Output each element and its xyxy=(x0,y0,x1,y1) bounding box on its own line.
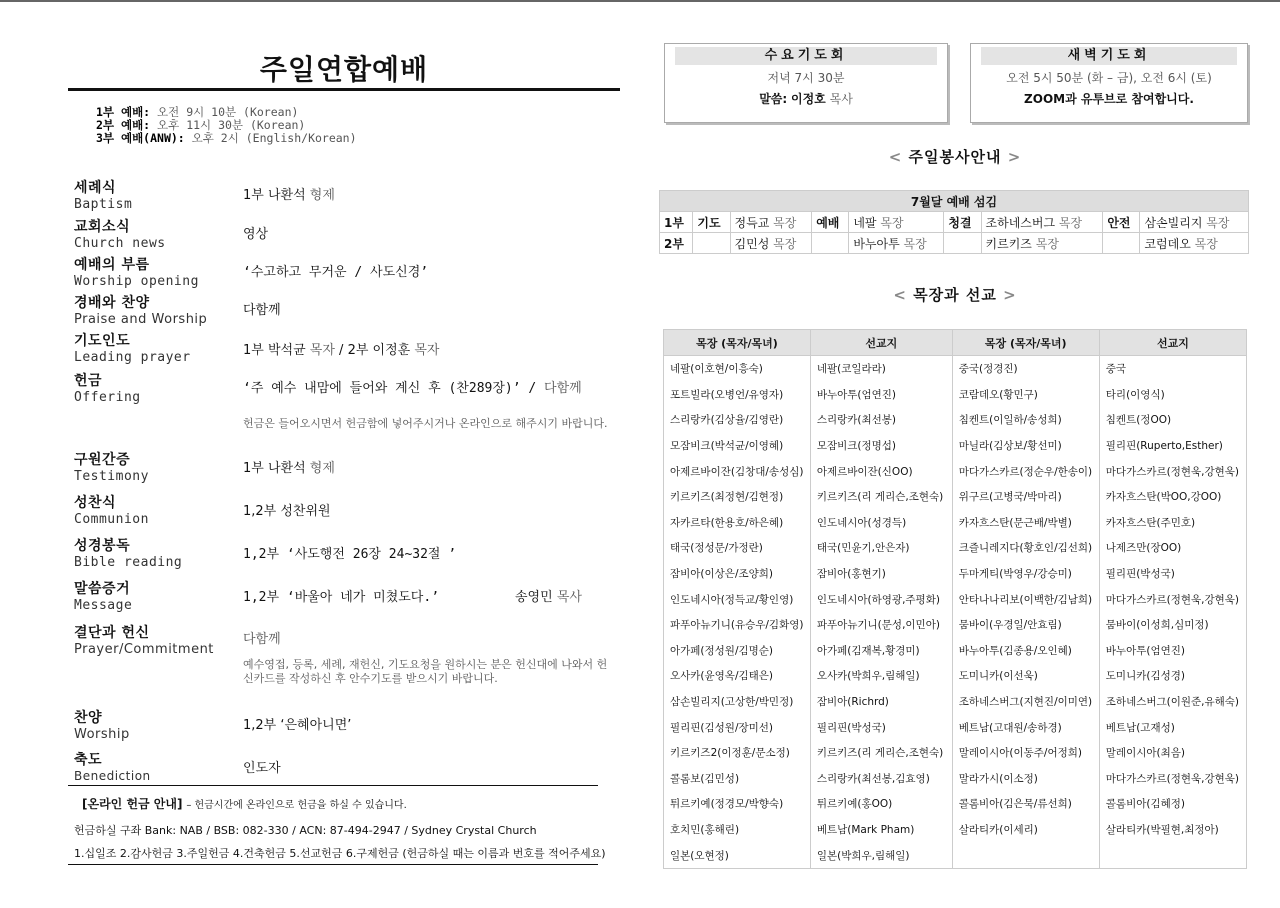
service-row-2: 2부 김민성 목장 바누아투 목장 키르키즈 목장 코럼데오 목장 xyxy=(660,233,1249,254)
order-praise-label: 경배와 찬양 Praise and Worship xyxy=(74,295,208,327)
mission-row xyxy=(664,407,1247,433)
mission-row xyxy=(664,433,1247,459)
mission-cell: 오사카(윤영옥/김태은) xyxy=(664,663,811,689)
dawn-time: 오전 5시 50분 (화 – 금), 오전 6시 (토) xyxy=(1006,71,1212,85)
order-offering-label: 헌금 Offering xyxy=(74,373,141,405)
mission-cell: 스리랑카(최선봉) xyxy=(810,407,952,433)
mission-header-cell: 선교지 xyxy=(1099,330,1246,356)
wednesday-title: 수요기도회 xyxy=(675,47,937,65)
mission-cell: 도미니카(이선욱) xyxy=(952,663,1099,689)
mission-cell: 바누아투(엄연진) xyxy=(1099,638,1246,664)
online-offering-title: [온라인 헌금 안내] – 헌금시간에 온라인으로 헌금을 하실 수 있습니다. xyxy=(82,797,407,811)
offering-types: 1.십일조 2.감사헌금 3.주일헌금 4.건축헌금 5.선교헌금 6.구제헌금 (헌금하실 때는 이름과 번호를 적어주세요) xyxy=(74,847,606,860)
mission-cell: 태국(정성문/가정란) xyxy=(664,535,811,561)
bottom-divider-bottom xyxy=(68,864,598,865)
mission-row xyxy=(664,458,1247,484)
mission-cell: 조하네스버그(지현진/이미연) xyxy=(952,689,1099,715)
order-message-value: 1,2부 ‘바울아 네가 미쳤도다.’ xyxy=(243,590,440,605)
mission-title: < 목장과 선교 > xyxy=(893,286,1017,304)
mission-cell: 포트빌라(오병언/유영자) xyxy=(664,382,811,408)
mission-cell: 네팔(코일라라) xyxy=(810,356,952,382)
mission-cell: 모잠비크(박석균/이영혜) xyxy=(664,433,811,459)
mission-header-cell: 목장 (목자/목녀) xyxy=(664,330,811,356)
page-title: 주일연합예배 xyxy=(259,53,429,86)
mission-cell: 카자흐스탄(박OO,강OO) xyxy=(1099,484,1246,510)
dawn-note: ZOOM과 유투브로 참여합니다. xyxy=(1024,92,1194,106)
mission-cell: 두마게티(박영우/강승미) xyxy=(952,561,1099,587)
order-worship-opening-label: 예배의 부름 Worship opening xyxy=(74,257,199,289)
mission-cell: 마닐라(김상보/황선미) xyxy=(952,433,1099,459)
mission-cell: 스리랑카(김상율/김영란) xyxy=(664,407,811,433)
mission-cell: 일본(박희우,림해일) xyxy=(810,842,952,868)
mission-cell: 카자흐스탄(주민호) xyxy=(1099,510,1246,536)
title-divider xyxy=(68,88,620,91)
mission-cell: 살라티카(이세리) xyxy=(952,817,1099,843)
mission-cell: 파푸아뉴기니(문성,이민아) xyxy=(810,612,952,638)
mission-cell: 말레이시아(최음) xyxy=(1099,740,1246,766)
order-communion-value: 1,2부 성찬위원 xyxy=(243,504,331,519)
mission-cell: 튀르키예(홍OO) xyxy=(810,791,952,817)
mission-cell: 마다가스카르(정현욱,강현욱) xyxy=(1099,586,1246,612)
order-bible-label: 성경봉독 Bible reading xyxy=(74,538,183,570)
mission-cell: 키르키즈(최정현/김현정) xyxy=(664,484,811,510)
mission-cell: 마다가스카르(정현욱,강현욱) xyxy=(1099,766,1246,792)
bank-info: 헌금하실 구좌 Bank: NAB / BSB: 082-330 / ACN: 87-494-2947 / Sydney Crystal Church xyxy=(74,824,537,837)
mission-row xyxy=(664,638,1247,664)
order-church-news-value: 영상 xyxy=(243,227,269,242)
mission-cell: 코람데오(황민구) xyxy=(952,382,1099,408)
top-border xyxy=(0,0,1280,2)
mission-cell: 삼손빌리지(고상한/박민정) xyxy=(664,689,811,715)
order-benediction-label: 축도 Benediction xyxy=(74,752,151,783)
service-row-1: 1부 기도 정득교 목장 예배 네팔 목장 청결 조하네스버그 목장 안전 삼손빌리지 목장 xyxy=(660,212,1249,233)
mission-cell: 살라티카(박필현,최정아) xyxy=(1099,817,1246,843)
dawn-prayer-box xyxy=(970,43,1248,123)
mission-row xyxy=(664,842,1247,868)
service-guide-table xyxy=(659,190,1249,254)
mission-cell: 필리핀(박성국) xyxy=(1099,561,1246,587)
mission-cell: 베트남(고재성) xyxy=(1099,714,1246,740)
commitment-note: 예수영접, 등록, 세례, 재헌신, 기도요청을 원하시는 분은 헌신대에 나와서 헌신카드를 작성하신 후 안수기도를 받으시기 바랍니다. xyxy=(243,658,608,685)
order-prayer-value: 1부 박석균 목자 / 2부 이정훈 목자 xyxy=(243,343,440,358)
mission-cell: 타리(이영식) xyxy=(1099,382,1246,408)
mission-cell: 바누아투(김종용/오인혜) xyxy=(952,638,1099,664)
order-worship-value: 1,2부 ‘은혜아니면’ xyxy=(243,718,352,733)
dawn-title: 새벽기도회 xyxy=(981,47,1237,65)
service-table-title: 7월달 예배 섬김 xyxy=(660,191,1249,212)
mission-cell: 인도네시아(정득교/황인영) xyxy=(664,586,811,612)
mission-cell: 말레이시아(이동주/어정희) xyxy=(952,740,1099,766)
offering-note: 헌금은 들어오시면서 헌금함에 넣어주시거나 온라인으로 해주시기 바랍니다. xyxy=(243,417,608,430)
mission-header-cell: 목장 (목자/목녀) xyxy=(952,330,1099,356)
mission-cell: 키르키즈(리 게리슨,조현숙) xyxy=(810,740,952,766)
mission-cell: 튀르키예(정경모/박향숙) xyxy=(664,791,811,817)
mission-cell: 호치민(홍해린) xyxy=(664,817,811,843)
mission-cell: 인도네시아(성경득) xyxy=(810,510,952,536)
mission-cell: 베트남(Mark Pham) xyxy=(810,817,952,843)
mission-row xyxy=(664,740,1247,766)
service-time-3: 3부 예배(ANW): 오후 2시 (English/Korean) xyxy=(96,131,357,145)
mission-cell xyxy=(952,842,1099,868)
bottom-divider-top xyxy=(68,785,598,786)
order-prayer-label: 기도인도 Leading prayer xyxy=(74,333,191,365)
mission-cell: 필리핀(박성국) xyxy=(810,714,952,740)
mission-cell: 잠비아(이상은/조양희) xyxy=(664,561,811,587)
mission-row xyxy=(664,791,1247,817)
mission-cell: 위구르(고병국/박마리) xyxy=(952,484,1099,510)
mission-cell: 태국(민윤기,안은자) xyxy=(810,535,952,561)
service-time-2: 2부 예배: 오후 11시 30분 (Korean) xyxy=(96,118,306,132)
mission-cell: 뭄바이(우경일/안효림) xyxy=(952,612,1099,638)
order-bible-value: 1,2부 ‘사도행전 26장 24~32절 ’ xyxy=(243,547,457,562)
mission-cell: 아제르바이잔(김창대/송성심) xyxy=(664,458,811,484)
mission-cell: 콜롬보(김민성) xyxy=(664,766,811,792)
mission-cell: 중국 xyxy=(1099,356,1246,382)
mission-cell: 침켄트(정OO) xyxy=(1099,407,1246,433)
order-testimony-label: 구원간증 Testimony xyxy=(74,452,149,484)
service-time-1: 1부 예배: 오전 9시 10분 (Korean) xyxy=(96,105,299,119)
mission-row xyxy=(664,382,1247,408)
order-testimony-value: 1부 나환석 형제 xyxy=(243,461,335,476)
mission-row xyxy=(664,714,1247,740)
mission-cell: 뭄바이(이성희,심미정) xyxy=(1099,612,1246,638)
order-commitment-value: 다함께 xyxy=(243,632,281,647)
service-times xyxy=(96,106,357,145)
mission-cell: 스리랑카(최선봉,김효영) xyxy=(810,766,952,792)
mission-cell: 마다가스카르(정현욱,강현욱) xyxy=(1099,458,1246,484)
service-guide-title: < 주일봉사안내 > xyxy=(888,148,1022,166)
mission-row xyxy=(664,356,1247,382)
mission-cell: 도미니카(김성경) xyxy=(1099,663,1246,689)
mission-table xyxy=(663,329,1247,869)
order-message-label: 말씀증거 Message xyxy=(74,581,133,613)
mission-row xyxy=(664,663,1247,689)
mission-cell: 파푸아뉴기니(유승우/김화영) xyxy=(664,612,811,638)
mission-cell: 키르키즈(리 게리슨,조현숙) xyxy=(810,484,952,510)
mission-row xyxy=(664,561,1247,587)
wednesday-speaker: 말씀: 이정호 목사 xyxy=(759,92,853,106)
order-worship-label: 찬양 Worship xyxy=(74,710,130,742)
mission-cell: 아가페(정성원/김명순) xyxy=(664,638,811,664)
mission-cell: 필리핀(김성원/장미선) xyxy=(664,714,811,740)
mission-cell: 모잠비크(정명섭) xyxy=(810,433,952,459)
mission-cell: 오사카(박희우,림해일) xyxy=(810,663,952,689)
order-baptism-value: 1부 나환석 형제 xyxy=(243,188,335,203)
order-benediction-value: 인도자 xyxy=(243,761,281,776)
mission-row xyxy=(664,510,1247,536)
mission-row xyxy=(664,612,1247,638)
mission-row xyxy=(664,817,1247,843)
mission-cell: 안타나나리보(이백한/김남희) xyxy=(952,586,1099,612)
mission-cell: 마다가스카르(정순우/한송이) xyxy=(952,458,1099,484)
mission-row xyxy=(664,586,1247,612)
message-speaker: 송영민 목사 xyxy=(515,590,582,605)
mission-cell: 네팔(이호현/이흥숙) xyxy=(664,356,811,382)
mission-cell: 바누아투(엄연진) xyxy=(810,382,952,408)
mission-header-cell: 선교지 xyxy=(810,330,952,356)
wednesday-time: 저녁 7시 30분 xyxy=(767,71,845,85)
mission-row xyxy=(664,766,1247,792)
mission-cell: 잠비아(Richrd) xyxy=(810,689,952,715)
mission-cell: 조하네스버그(이원준,유해숙) xyxy=(1099,689,1246,715)
order-communion-label: 성찬식 Communion xyxy=(74,495,149,527)
mission-cell: 콜롬비아(김은묵/류선희) xyxy=(952,791,1099,817)
order-church-news-label: 교회소식 Church news xyxy=(74,219,166,251)
mission-cell: 자카르타(한용호/하은혜) xyxy=(664,510,811,536)
mission-cell: 나제즈만(장OO) xyxy=(1099,535,1246,561)
wednesday-prayer-box xyxy=(664,43,948,123)
mission-cell: 침켄트(이일하/송성희) xyxy=(952,407,1099,433)
order-commitment-label: 결단과 헌신 Prayer/Commitment xyxy=(74,625,214,657)
mission-cell: 베트남(고대원/송하경) xyxy=(952,714,1099,740)
mission-header-row xyxy=(664,330,1247,356)
mission-cell: 말라가시(이소정) xyxy=(952,766,1099,792)
mission-cell: 인도네시아(하영광,주평화) xyxy=(810,586,952,612)
order-baptism-label: 세례식 Baptism xyxy=(74,180,133,212)
mission-cell: 콜롬비아(김혜정) xyxy=(1099,791,1246,817)
mission-cell xyxy=(1099,842,1246,868)
order-praise-value: 다함께 xyxy=(243,303,281,318)
mission-cell: 일본(오현정) xyxy=(664,842,811,868)
mission-cell: 키르키즈2(이정훈/문소정) xyxy=(664,740,811,766)
mission-cell: 카자흐스탄(문근배/박별) xyxy=(952,510,1099,536)
order-offering-value: ‘주 예수 내맘에 들어와 계신 후 (찬289장)’ / 다함께 xyxy=(243,381,582,396)
mission-cell: 아가페(김재복,황경미) xyxy=(810,638,952,664)
mission-row xyxy=(664,484,1247,510)
mission-cell: 중국(정경진) xyxy=(952,356,1099,382)
mission-row xyxy=(664,689,1247,715)
order-worship-opening-value: ‘수고하고 무거운 / 사도신경’ xyxy=(243,265,429,280)
mission-cell: 잠비아(홍현기) xyxy=(810,561,952,587)
mission-cell: 크즐니레지다(황호인/김선희) xyxy=(952,535,1099,561)
mission-row xyxy=(664,535,1247,561)
mission-cell: 아제르바이잔(신OO) xyxy=(810,458,952,484)
mission-cell: 필리핀(Ruperto,Esther) xyxy=(1099,433,1246,459)
